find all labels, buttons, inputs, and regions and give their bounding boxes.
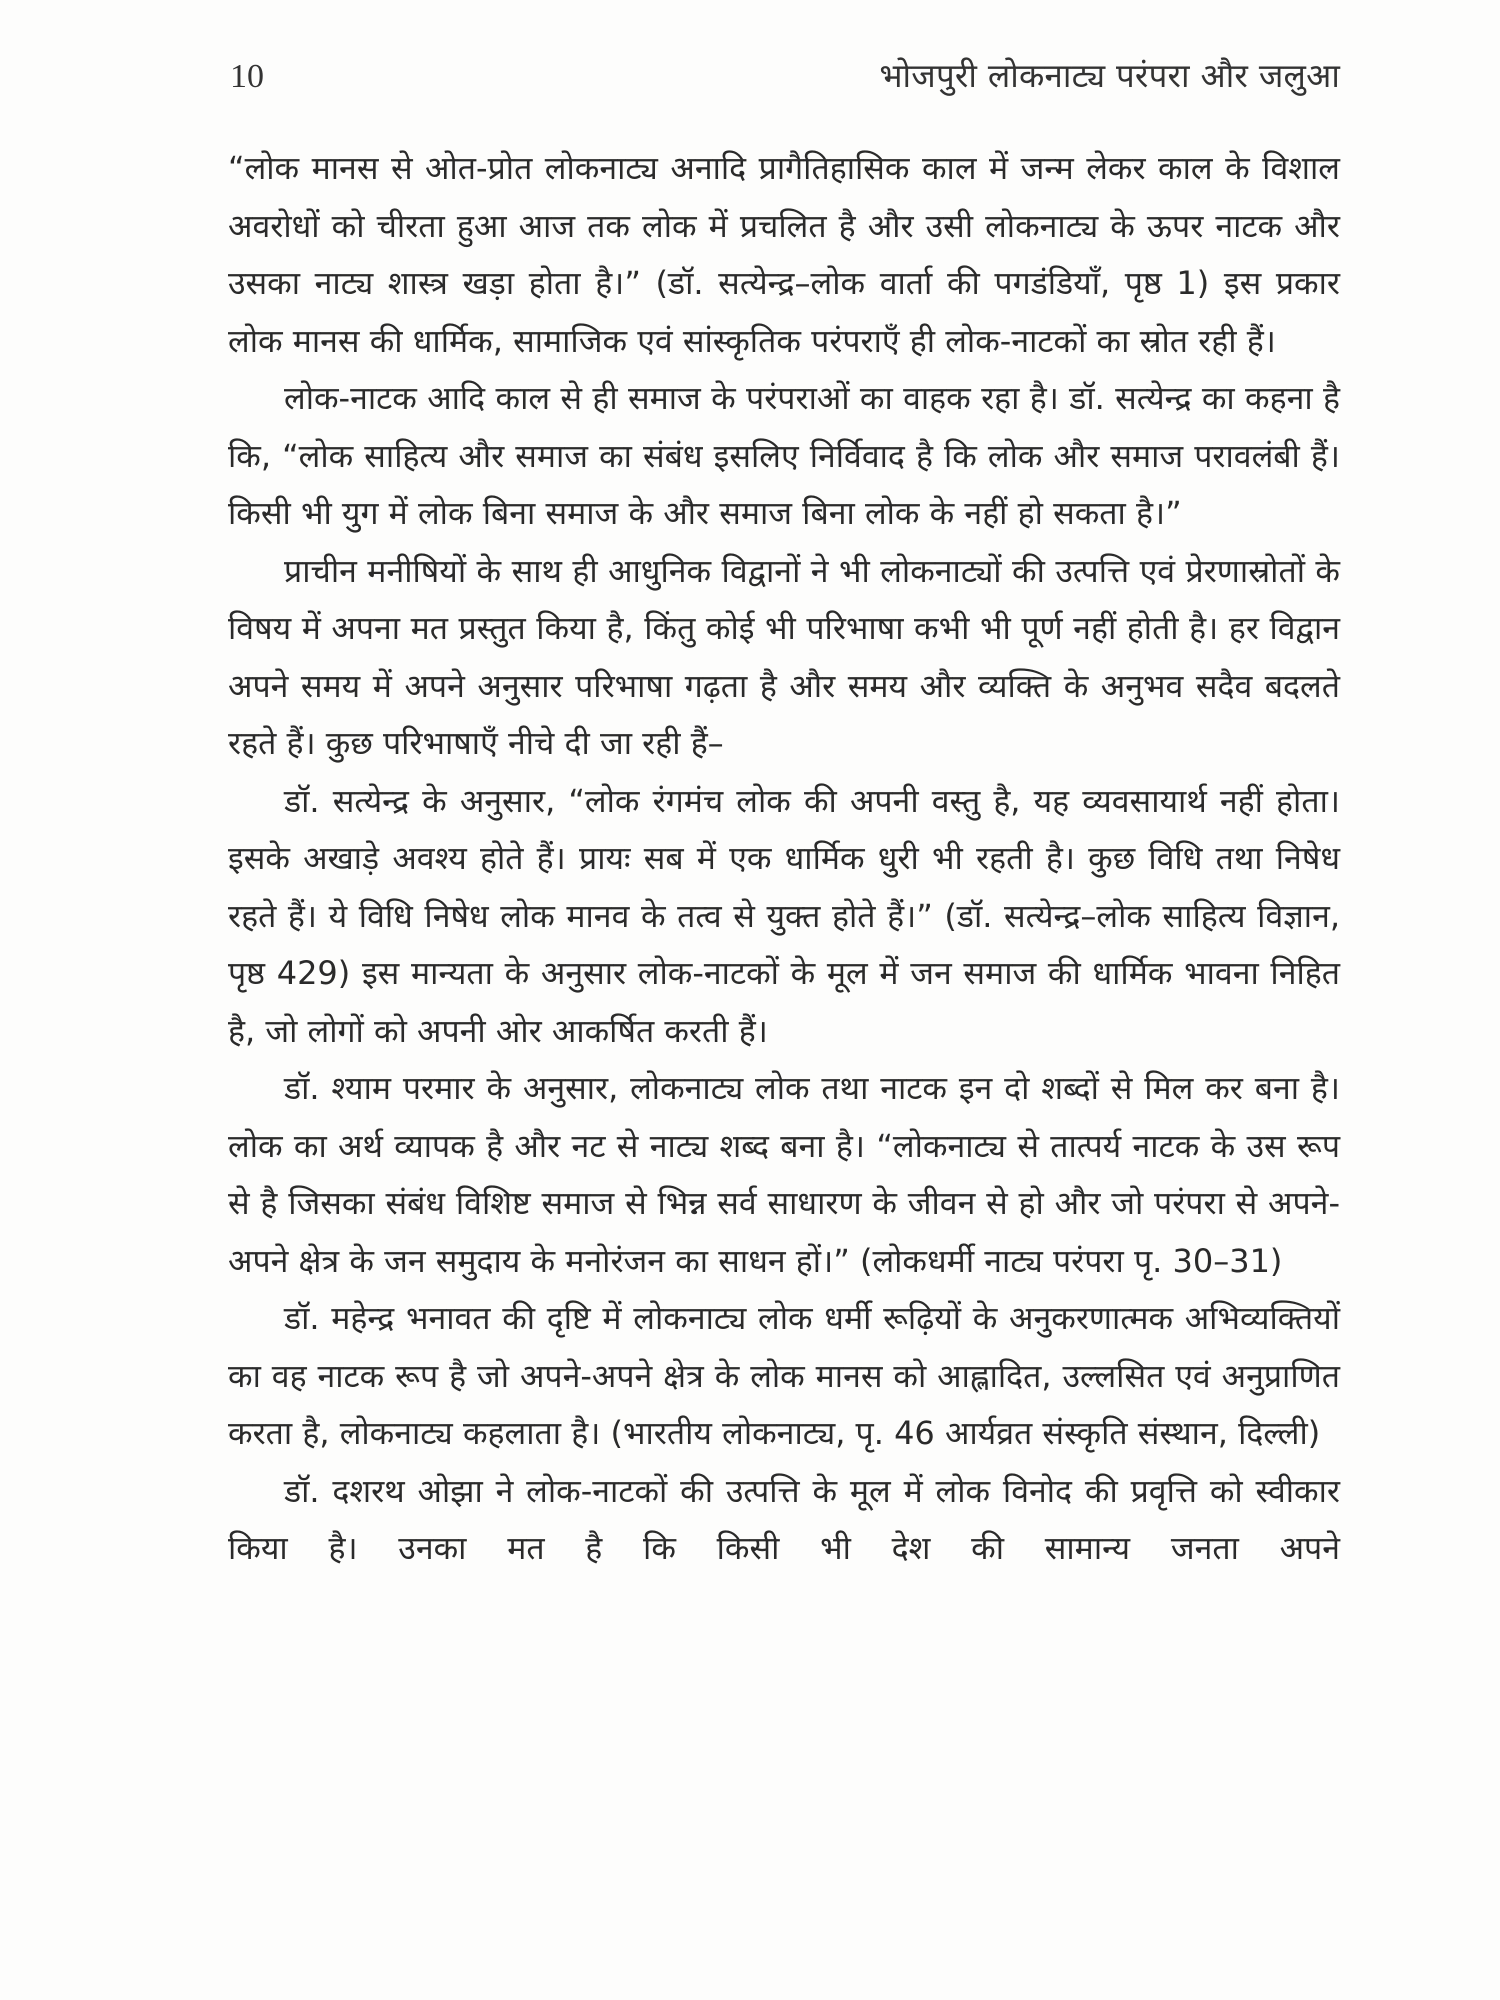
- running-title: भोजपुरी लोकनाट्य परंपरा और जलुआ: [879, 56, 1340, 95]
- page-number: 10: [230, 58, 264, 95]
- paragraph-quote-satyendra: “लोक मानस से ओत-प्रोत लोकनाट्य अनादि प्रागैतिहासिक काल में जन्म लेकर काल के विशाल अवरोधों को चीरता हुआ आज तक लोक में प्रचलित है और उसी लोकनाट्य के ऊपर नाटक और उसका नाट्य शास्त्र खड़ा होता है।” (डॉ. सत्येन्द्र–लोक वार्ता की पगडंडियाँ, पृष्ठ 1) इस प्रकार लोक मानस की धार्मिक, सामाजिक एवं सांस्कृतिक परंपराएँ ही लोक-नाटकों का स्रोत रही हैं।: [228, 149, 1340, 360]
- paragraph-definitions-intro: प्राचीन मनीषियों के साथ ही आधुनिक विद्वानों ने भी लोकनाट्यों की उत्पत्ति एवं प्रेरणास्रोतों के विषय में अपना मत प्रस्तुत किया है, किंतु कोई भी परिभाषा कभी भी पूर्ण नहीं होती है। हर विद्वान अपने समय में अपने अनुसार परिभाषा गढ़ता है और समय और व्यक्ति के अनुभव सदैव बदलते रहते हैं। कुछ परिभाषाएँ नीचे दी जा रही हैं–: [228, 551, 1340, 762]
- paragraph-bhanawat-definition: डॉ. महेन्द्र भनावत की दृष्टि में लोकनाट्य लोक धर्मी रूढ़ियों के अनुकरणात्मक अभिव्यक्तियों का वह नाटक रूप है जो अपने-अपने क्षेत्र के लोक मानस को आह्लादित, उल्लसित एवं अनुप्राणित करता है, लोकनाट्य कहलाता है। (भारतीय लोकनाट्य, पृ. 46 आर्यव्रत संस्कृति संस्थान, दिल्ली): [228, 1299, 1340, 1452]
- paragraph-lok-natak: लोक-नाटक आदि काल से ही समाज के परंपराओं का वाहक रहा है। डॉ. सत्येन्द्र का कहना है कि, “लोक साहित्य और समाज का संबंध इसलिए निर्विवाद है कि लोक और समाज परावलंबी हैं। किसी भी युग में लोक बिना समाज के और समाज बिना लोक के नहीं हो सकता है।”: [228, 379, 1340, 532]
- page-header: [230, 52, 1340, 102]
- paragraph-parmar-definition: डॉ. श्याम परमार के अनुसार, लोकनाट्य लोक तथा नाटक इन दो शब्दों से मिल कर बना है। लोक का अर्थ व्यापक है और नट से नाट्य शब्द बना है। “लोकनाट्य से तात्पर्य नाटक के उस रूप से है जिसका संबंध विशिष्ट समाज से भिन्न सर्व साधारण के जीवन से हो और जो परंपरा से अपने-अपने क्षेत्र के जन समुदाय के मनोरंजन का साधन हों।” (लोकधर्मी नाट्य परंपरा पृ. 30–31): [228, 1069, 1340, 1280]
- paragraph-ojha-definition: डॉ. दशरथ ओझा ने लोक-नाटकों की उत्पत्ति के मूल में लोक विनोद की प्रवृत्ति को स्वीकार किया है। उनका मत है कि किसी भी देश की सामान्य जनता अपने: [228, 1471, 1340, 1567]
- page-body: [228, 140, 1340, 1578]
- paragraph-satyendra-definition: डॉ. सत्येन्द्र के अनुसार, “लोक रंगमंच लोक की अपनी वस्तु है, यह व्यवसायार्थ नहीं होता। इसके अखाड़े अवश्य होते हैं। प्रायः सब में एक धार्मिक धुरी भी रहती है। कुछ विधि तथा निषेध रहते हैं। ये विधि निषेध लोक मानव के तत्व से युक्त होते हैं।” (डॉ. सत्येन्द्र–लोक साहित्य विज्ञान, पृष्ठ 429) इस मान्यता के अनुसार लोक-नाटकों के मूल में जन समाज की धार्मिक भावना निहित है, जो लोगों को अपनी ओर आकर्षित करती हैं।: [228, 781, 1340, 1050]
